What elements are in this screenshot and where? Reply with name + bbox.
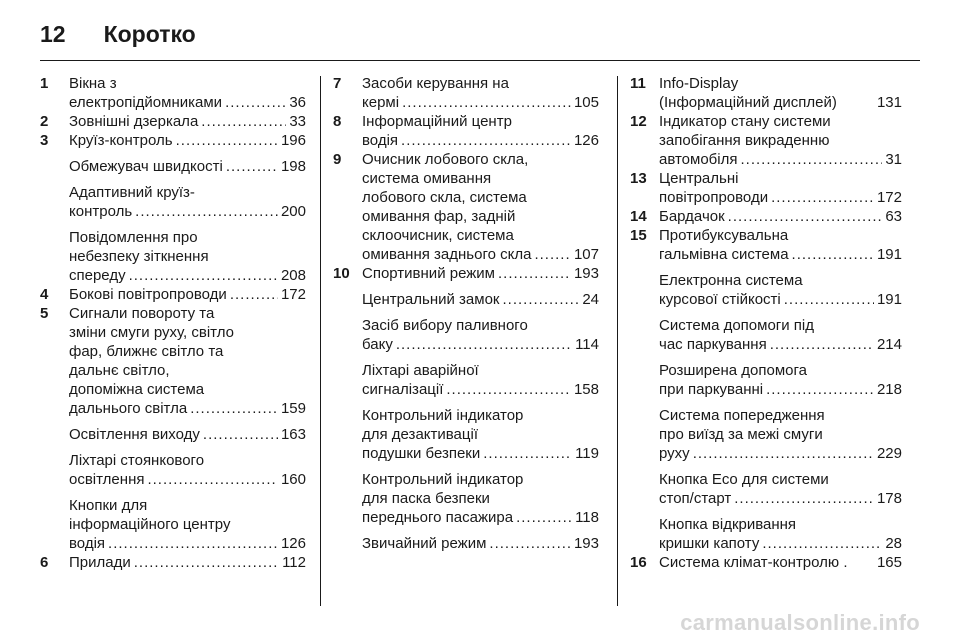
leader-dots [401, 131, 571, 150]
toc-entry [333, 316, 599, 354]
entry-text: для дезактивації [362, 426, 478, 443]
entry-text: водія [69, 535, 106, 552]
entry-last-line [362, 335, 599, 354]
page-reference: 229 [876, 445, 902, 462]
entry-text: Розширена допомога [659, 362, 807, 379]
toc-entry [630, 515, 902, 553]
entry-text: Зовнішні дзеркала [69, 113, 199, 130]
page-reference: 200 [280, 203, 306, 220]
leader-dots [728, 207, 883, 226]
entry-last-line [362, 264, 599, 283]
entry-text: інформаційного центру [69, 516, 231, 533]
entry-text: допоміжна система [69, 381, 205, 398]
watermark: carmanualsonline.info [680, 610, 920, 635]
leader-dots [483, 444, 572, 463]
item-number: 10 [333, 265, 350, 282]
leader-dots [134, 553, 279, 572]
page-reference: 105 [573, 94, 599, 111]
page-reference: 214 [876, 336, 902, 353]
toc-entry [333, 264, 599, 283]
entry-text: спереду [69, 267, 126, 284]
toc-entry [333, 74, 599, 112]
item-number: 6 [40, 554, 49, 571]
toc-entry [630, 74, 902, 112]
entry-last-line [659, 93, 902, 112]
item-number: 12 [630, 113, 647, 130]
page-reference: 31 [885, 151, 902, 168]
leader-dots [230, 285, 278, 304]
page-reference: 24 [582, 291, 599, 308]
leader-dots [446, 380, 571, 399]
entry-last-line [659, 380, 902, 399]
page-reference: 112 [282, 554, 306, 571]
entry-last-line [659, 335, 902, 354]
leader-dots [108, 534, 278, 553]
header-rule [40, 60, 920, 61]
item-number: 5 [40, 305, 49, 322]
toc-entry [40, 131, 306, 150]
toc-entry [630, 406, 902, 463]
leader-dots [489, 534, 571, 553]
entry-text: Інформаційний центр [362, 113, 512, 130]
page-title: Коротко [103, 20, 196, 47]
entry-text: переднього пасажира [362, 509, 514, 526]
entry-last-line [69, 266, 306, 285]
entry-text: стоп/старт [659, 490, 732, 507]
item-number: 2 [40, 113, 49, 130]
leader-dots [176, 131, 278, 150]
leader-dots [129, 266, 278, 285]
entry-last-line [659, 534, 902, 553]
entry-text: Кнопки для [69, 497, 148, 514]
toc-entry [40, 183, 306, 221]
entry-last-line [362, 508, 599, 527]
toc-entry [630, 207, 902, 226]
entry-text: Вікна з [69, 75, 117, 92]
leader-dots [766, 380, 874, 399]
entry-text: Центральний замок [362, 291, 500, 308]
page-reference: 107 [573, 246, 599, 263]
entry-text: Спортивний режим [362, 265, 495, 282]
entry-last-line [659, 553, 902, 572]
page-reference: 196 [280, 132, 306, 149]
column-divider [320, 76, 321, 606]
toc-entry [630, 271, 902, 309]
entry-last-line [69, 425, 306, 444]
leader-dots [693, 444, 874, 463]
entry-last-line [659, 489, 902, 508]
item-number: 14 [630, 208, 647, 225]
page-reference: 126 [280, 535, 306, 552]
entry-text: Повідомлення про [69, 229, 198, 246]
entry-text: гальмівна система [659, 246, 789, 263]
entry-text: Ліхтарі аварійної [362, 362, 479, 379]
entry-last-line [362, 534, 599, 553]
leader-dots [740, 150, 882, 169]
item-number: 16 [630, 554, 647, 571]
toc-entry [40, 228, 306, 285]
page-reference: 172 [280, 286, 306, 303]
toc-column-3 [630, 74, 902, 572]
entry-last-line [69, 93, 306, 112]
entry-text: омивання заднього скла [362, 246, 532, 263]
page-reference: 131 [876, 94, 902, 111]
leader-dots [771, 188, 874, 207]
entry-text: Контрольний індикатор [362, 407, 524, 424]
entry-last-line [69, 202, 306, 221]
entry-text: освітлення [69, 471, 145, 488]
toc-entry [333, 470, 599, 527]
entry-text: запобігання викраденню [659, 132, 830, 149]
entry-text: система омивання [362, 170, 492, 187]
toc-entry [333, 150, 599, 264]
entry-last-line [659, 207, 902, 226]
entry-text: Центральні [659, 170, 739, 187]
entry-text: Круїз-контроль [69, 132, 173, 149]
entry-last-line [69, 470, 306, 489]
entry-text: сигналізації [362, 381, 444, 398]
entry-text: зміни смуги руху, світло [69, 324, 234, 341]
entry-text: небезпеку зіткнення [69, 248, 209, 265]
toc-column-1 [40, 74, 306, 572]
item-number: 9 [333, 151, 342, 168]
item-number: 4 [40, 286, 49, 303]
entry-text: омивання фар, задній [362, 208, 516, 225]
leader-dots [534, 245, 571, 264]
item-number: 3 [40, 132, 49, 149]
page-reference: 158 [573, 381, 599, 398]
page-reference: 36 [289, 94, 306, 111]
column-divider [617, 76, 618, 606]
entry-text: Система попередження [659, 407, 825, 424]
leader-dots [226, 157, 278, 176]
page-reference: 218 [876, 381, 902, 398]
page-reference: 159 [280, 400, 306, 417]
toc-entry [333, 534, 599, 553]
entry-text: кришки капоту [659, 535, 760, 552]
toc-entry [40, 74, 306, 112]
entry-text: Адаптивний круїз- [69, 184, 195, 201]
leader-dots [792, 245, 874, 264]
entry-last-line [69, 131, 306, 150]
toc-entry [630, 169, 902, 207]
page-reference: 126 [573, 132, 599, 149]
leader-dots [498, 264, 571, 283]
page-reference: 28 [885, 535, 902, 552]
entry-text: Контрольний індикатор [362, 471, 524, 488]
entry-text: Очисник лобового скла, [362, 151, 529, 168]
leader-dots [784, 290, 874, 309]
entry-text: Info-Display [659, 75, 739, 92]
leader-dots [190, 399, 278, 418]
entry-last-line [659, 290, 902, 309]
toc-entry [630, 316, 902, 354]
entry-text: Звичайний режим [362, 535, 487, 552]
toc-entry [40, 496, 306, 553]
page-reference: 191 [876, 246, 902, 263]
toc-entry [630, 470, 902, 508]
toc-entry [40, 304, 306, 418]
entry-text: Бардачок [659, 208, 725, 225]
entry-text: при паркуванні [659, 381, 764, 398]
entry-text: Ліхтарі стоянкового [69, 452, 205, 469]
entry-text: Бокові повітропроводи [69, 286, 227, 303]
entry-text: Протибуксувальна [659, 227, 789, 244]
entry-last-line [69, 534, 306, 553]
leader-dots [402, 93, 571, 112]
entry-text: Система допомоги під [659, 317, 815, 334]
item-number: 7 [333, 75, 342, 92]
page-reference: 172 [876, 189, 902, 206]
entry-text: Обмежувач швидкості [69, 158, 223, 175]
entry-text: лобового скла, система [362, 189, 527, 206]
entry-last-line [69, 157, 306, 176]
entry-text: дальнє світло, [69, 362, 170, 379]
entry-last-line [69, 553, 306, 572]
entry-last-line [659, 188, 902, 207]
leader-dots [734, 489, 874, 508]
entry-last-line [362, 290, 599, 309]
page-reference: 208 [280, 267, 306, 284]
entry-text: Прилади [69, 554, 131, 571]
entry-text: Система клімат-контролю . [659, 554, 848, 571]
entry-text: повітропроводи [659, 189, 769, 206]
entry-text: про виїзд за межі смуги [659, 426, 823, 443]
page-reference: 118 [575, 509, 599, 526]
entry-last-line [69, 112, 306, 131]
entry-text: водія [362, 132, 399, 149]
entry-text: (Інформаційний дисплей) [659, 94, 837, 111]
entry-last-line [69, 399, 306, 418]
toc-entry [630, 112, 902, 169]
toc-entry [40, 451, 306, 489]
toc-entry [333, 112, 599, 150]
entry-text: Засоби керування на [362, 75, 509, 92]
entry-text: курсової стійкості [659, 291, 781, 308]
toc-entry [40, 553, 306, 572]
leader-dots [225, 93, 286, 112]
entry-last-line [69, 285, 306, 304]
entry-last-line [659, 444, 902, 463]
entry-last-line [362, 380, 599, 399]
page-reference: 178 [876, 490, 902, 507]
entry-text: склоочисник, система [362, 227, 514, 244]
toc-entry [333, 406, 599, 463]
entry-last-line [362, 93, 599, 112]
item-number: 13 [630, 170, 647, 187]
item-number: 8 [333, 113, 342, 130]
page-reference: 160 [280, 471, 306, 488]
page-reference: 193 [573, 265, 599, 282]
toc-entry [333, 361, 599, 399]
page-header [40, 14, 196, 54]
page-reference: 163 [280, 426, 306, 443]
leader-dots [135, 202, 278, 221]
leader-dots [203, 425, 278, 444]
entry-text: дальнього світла [69, 400, 188, 417]
entry-last-line [362, 131, 599, 150]
entry-text: для паска безпеки [362, 490, 490, 507]
entry-text: руху [659, 445, 690, 462]
entry-text: електропідйомниками [69, 94, 223, 111]
toc-entry [333, 290, 599, 309]
page-reference: 193 [573, 535, 599, 552]
leader-dots [516, 508, 572, 527]
entry-text: подушки безпеки [362, 445, 481, 462]
leader-dots [396, 335, 572, 354]
entry-text: фар, ближнє світло та [69, 343, 224, 360]
page-reference: 114 [575, 336, 599, 353]
toc-entry [630, 226, 902, 264]
entry-text: баку [362, 336, 393, 353]
entry-last-line [362, 245, 599, 264]
entry-last-line [659, 150, 902, 169]
entry-text: Засіб вибору паливного [362, 317, 528, 334]
page-reference: 119 [575, 445, 599, 462]
leader-dots [770, 335, 874, 354]
entry-text: автомобіля [659, 151, 738, 168]
page-reference: 165 [876, 554, 902, 571]
entry-text: Кнопка Eco для системи [659, 471, 829, 488]
page-number: 12 [40, 20, 66, 47]
leader-dots [147, 470, 278, 489]
leader-dots [201, 112, 286, 131]
entry-text: час паркування [659, 336, 767, 353]
entry-text: Електронна система [659, 272, 803, 289]
page-reference: 63 [885, 208, 902, 225]
toc-entry [40, 425, 306, 444]
entry-text: Кнопка відкривання [659, 516, 797, 533]
toc-entry [40, 157, 306, 176]
item-number: 11 [630, 75, 646, 92]
toc-entry [40, 285, 306, 304]
page-reference: 191 [876, 291, 902, 308]
toc-entry [630, 361, 902, 399]
toc-column-2 [333, 74, 599, 553]
page-reference: 33 [289, 113, 306, 130]
entry-last-line [362, 444, 599, 463]
leader-dots [762, 534, 882, 553]
entry-last-line [659, 245, 902, 264]
entry-text: Сигнали повороту та [69, 305, 215, 322]
toc-entry [630, 553, 902, 572]
entry-text: Освітлення виходу [69, 426, 200, 443]
entry-text: контроль [69, 203, 133, 220]
entry-text: кермі [362, 94, 400, 111]
toc-entry [40, 112, 306, 131]
item-number: 15 [630, 227, 647, 244]
item-number: 1 [40, 75, 49, 92]
page-reference: 198 [280, 158, 306, 175]
leader-dots [503, 290, 580, 309]
entry-text: Індикатор стану системи [659, 113, 831, 130]
